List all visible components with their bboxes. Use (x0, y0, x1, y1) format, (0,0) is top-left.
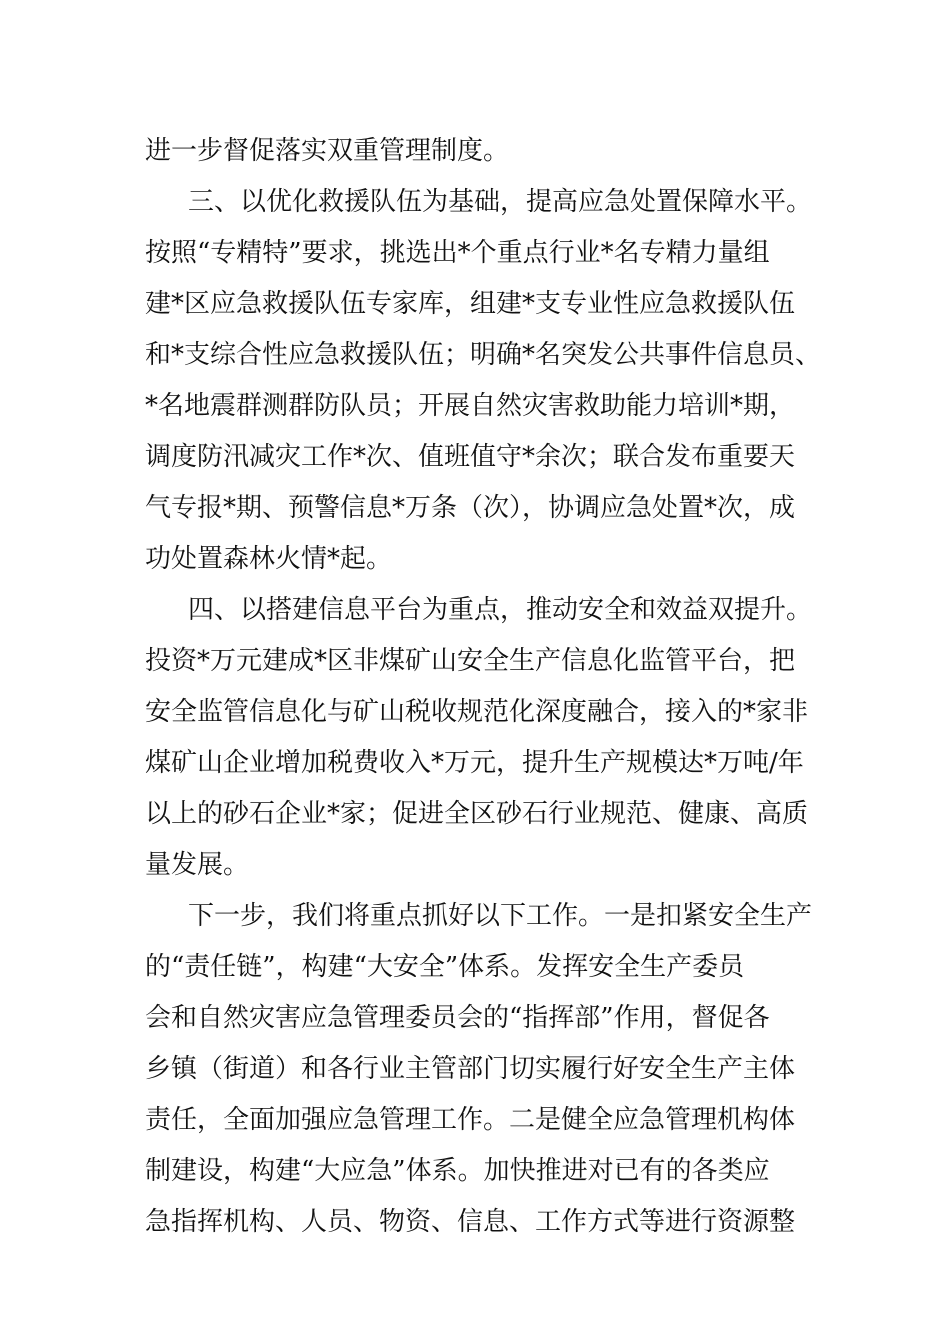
text-line: 责任，全面加强应急管理工作。二是健全应急管理机构体 (145, 1105, 796, 1135)
text-line: 会和自然灾害应急管理委员会的“指挥部”作用，督促各 (145, 1003, 770, 1033)
text-line: 制建设，构建“大应急”体系。加快推进对已有的各类应 (145, 1156, 770, 1186)
text-line: 安全监管信息化与矿山税收规范化深度融合，接入的*家非 (145, 697, 809, 727)
text-line: 乡镇（街道）和各行业主管部门切实履行好安全生产主体 (145, 1054, 796, 1084)
text-line: 调度防汛减灾工作*次、值班值守*余次；联合发布重要天 (145, 442, 796, 472)
text-line: 和*支综合性应急救援队伍；明确*名突发公共事件信息员、 (145, 340, 822, 370)
text-line: 急指挥机构、人员、物资、信息、工作方式等进行资源整 (145, 1207, 796, 1237)
next-steps-paragraph-start: 下一步，我们将重点抓好以下工作。一是扣紧安全生产 (188, 901, 813, 931)
text-line: 量发展。 (145, 850, 250, 880)
text-line: 投资*万元建成*区非煤矿山安全生产信息化监管平台，把 (145, 646, 796, 676)
text-line: 功处置森林火情*起。 (145, 544, 393, 574)
text-line: 按照“专精特”要求，挑选出*个重点行业*名专精力量组 (145, 238, 770, 268)
section-heading-3: 三、以优化救援队伍为基础，提高应急处置保障水平。 (188, 187, 813, 217)
text-line: 以上的砂石企业*家；促进全区砂石行业规范、健康、高质 (145, 799, 809, 829)
text-line: 煤矿山企业增加税费收入*万元，提升生产规模达*万吨/年 (145, 748, 804, 778)
text-line: 进一步督促落实双重管理制度。 (145, 136, 510, 166)
text-line: 建*区应急救援队伍专家库，组建*支专业性应急救援队伍 (145, 289, 796, 319)
text-line: 的“责任链”，构建“大安全”体系。发挥安全生产委员 (145, 952, 745, 982)
section-heading-4: 四、以搭建信息平台为重点，推动安全和效益双提升。 (188, 595, 813, 625)
text-line: *名地震群测群防队员；开展自然灾害救助能力培训*期， (145, 391, 796, 421)
text-line: 气专报*期、预警信息*万条（次），协调应急处置*次，成 (145, 493, 796, 523)
